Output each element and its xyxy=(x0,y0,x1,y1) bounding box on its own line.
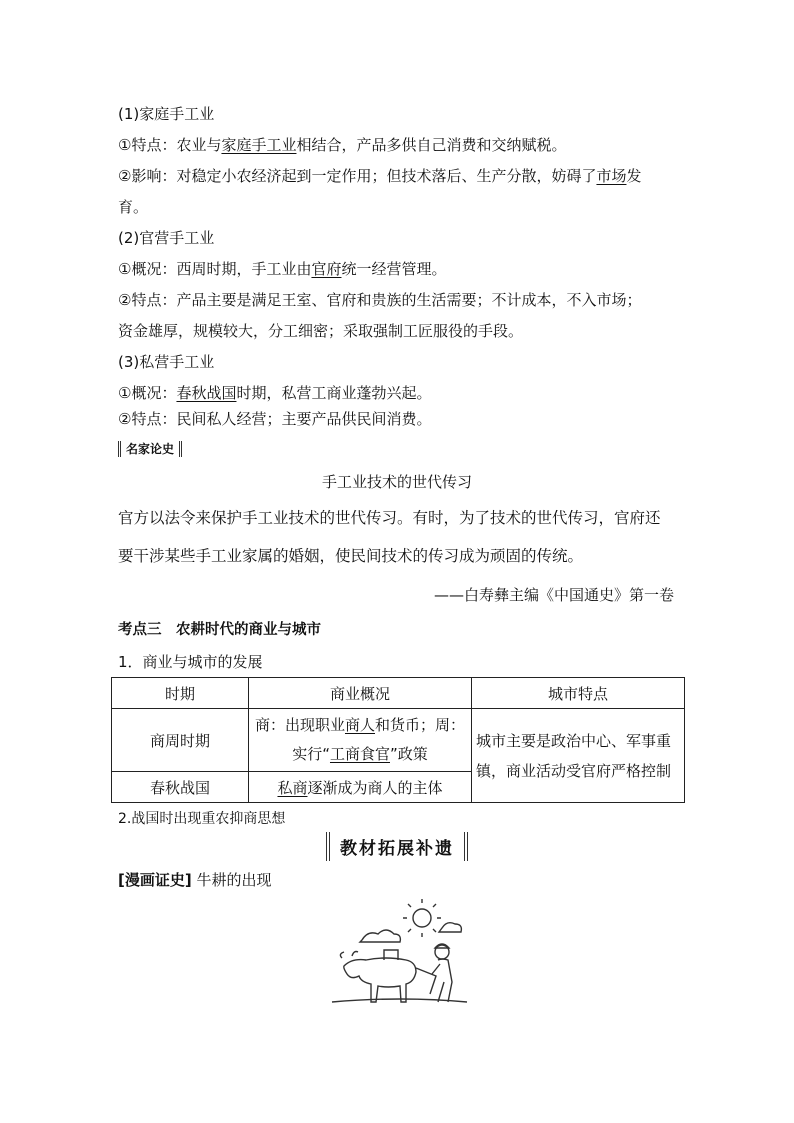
cartoon-caption: [漫画证史] 牛耕的出现 xyxy=(118,871,272,889)
ox-plowing-illustration xyxy=(322,898,472,1006)
section1-feature: ①特点：农业与家庭手工业相结合，产品多供自己消费和交纳赋税。 xyxy=(118,136,567,154)
kaodian-sub2: 2.战国时出现重农抑商思想 xyxy=(118,811,286,827)
ox-icon xyxy=(344,958,416,1002)
scholar-source: ——白寿彝主编《中国通史》第一卷 xyxy=(433,586,674,604)
kaodian-title: 考点三 农耕时代的商业与城市 xyxy=(118,622,321,638)
commerce-city-table xyxy=(111,677,685,803)
section1-heading: (1)家庭手工业 xyxy=(118,105,215,123)
table-header-row xyxy=(112,678,685,709)
supplement-banner: 教材拓展补遗 xyxy=(0,832,794,861)
table-header-city: 城市特点 xyxy=(472,678,685,709)
section2-overview: ①概况：西周时期，手工业由官府统一经营管理。 xyxy=(118,260,447,278)
sun-icon xyxy=(413,909,431,927)
section3-feature: ②特点：民间私人经营；主要产品供民间消费。 xyxy=(118,410,432,428)
section2-feature-2: 资金雄厚，规模较大，分工细密；采取强制工匠服役的手段。 xyxy=(118,322,524,340)
scholar-tag: 名家论史 xyxy=(118,441,182,457)
table-cell-period: 商周时期 xyxy=(112,709,249,772)
section1-influence: ②影响：对稳定小农经济起到一定作用；但技术落后、生产分散，妨碍了市场发 xyxy=(118,167,642,185)
table-header-commerce: 商业概况 xyxy=(249,678,472,709)
table-header-period: 时期 xyxy=(112,678,249,709)
section3-heading: (3)私营手工业 xyxy=(118,353,215,371)
scholar-quote-line2: 要干涉某些手工业家属的婚姻，使民间技术的传习成为顽固的传统。 xyxy=(118,547,584,565)
table-cell-city: 城市主要是政治中心、军事重 镇，商业活动受官府严格控制 xyxy=(472,709,685,803)
kaodian-sub1: 1．商业与城市的发展 xyxy=(118,653,263,671)
scholar-title: 手工业技术的世代传习 xyxy=(321,473,472,491)
farmer-head-icon xyxy=(435,945,449,959)
table-cell-commerce: 商：出现职业商人和货币；周： 实行“工商食官”政策 xyxy=(249,709,472,772)
cloud-left-icon xyxy=(360,930,400,942)
scholar-quote-line1: 官方以法令来保护手工业技术的世代传习。有时，为了技术的世代传习，官府还 xyxy=(118,509,661,527)
section1-influence-cont: 育。 xyxy=(118,198,149,216)
table-cell-period: 春秋战国 xyxy=(112,772,249,803)
section3-overview: ①概况：春秋战国时期，私营工商业蓬勃兴起。 xyxy=(118,384,432,402)
table-cell-commerce: 私商逐渐成为商人的主体 xyxy=(249,772,472,803)
table-row xyxy=(112,709,685,772)
cloud-right-icon xyxy=(439,923,461,932)
section2-heading: (2)官营手工业 xyxy=(118,229,215,247)
section2-feature-1: ②特点：产品主要是满足王室、官府和贵族的生活需要；不计成本，不入市场； xyxy=(118,291,642,309)
